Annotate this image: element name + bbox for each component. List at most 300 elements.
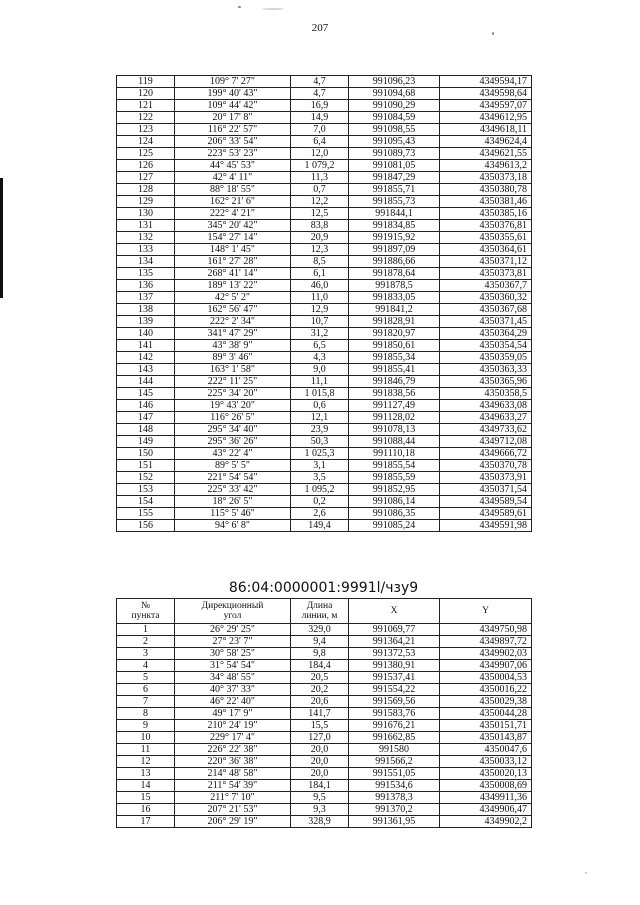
y-coordinate-cell: 4350373,91 (440, 472, 532, 484)
x-coordinate-cell: 991370,2 (349, 804, 440, 816)
point-number-cell: 11 (117, 744, 175, 756)
line-length-cell: 46,0 (291, 280, 349, 292)
header-point-number: № пункта (117, 599, 175, 624)
x-coordinate-cell: 991566,2 (349, 756, 440, 768)
line-length-cell: 4,3 (291, 352, 349, 364)
x-coordinate-cell: 991086,35 (349, 508, 440, 520)
table-row (117, 304, 532, 316)
table-row (117, 496, 532, 508)
line-length-cell: 149,4 (291, 520, 349, 532)
point-number-cell: 152 (117, 472, 175, 484)
x-coordinate-cell: 991378,3 (349, 792, 440, 804)
line-length-cell: 4,7 (291, 88, 349, 100)
table-row (117, 508, 532, 520)
point-number-cell: 136 (117, 280, 175, 292)
y-coordinate-cell: 4350360,32 (440, 292, 532, 304)
table-row (117, 412, 532, 424)
point-number-cell: 13 (117, 768, 175, 780)
line-length-cell: 4,7 (291, 76, 349, 88)
x-coordinate-cell: 991069,77 (349, 624, 440, 636)
direction-angle-cell: 225° 33' 42" (175, 484, 291, 496)
line-length-cell: 1 025,3 (291, 448, 349, 460)
x-coordinate-cell: 991855,54 (349, 460, 440, 472)
page-number: 207 (311, 22, 329, 34)
table-row (117, 744, 532, 756)
y-coordinate-cell: 4350033,12 (440, 756, 532, 768)
x-coordinate-cell: 991086,14 (349, 496, 440, 508)
table-row (117, 208, 532, 220)
point-number-cell: 130 (117, 208, 175, 220)
line-length-cell: 12,5 (291, 208, 349, 220)
x-coordinate-cell: 991088,44 (349, 436, 440, 448)
line-length-cell: 20,2 (291, 684, 349, 696)
line-length-cell: 9,5 (291, 792, 349, 804)
table-row (117, 76, 532, 88)
y-coordinate-cell: 4350371,45 (440, 316, 532, 328)
point-number-cell: 2 (117, 636, 175, 648)
y-coordinate-cell: 4349589,54 (440, 496, 532, 508)
table-row (117, 624, 532, 636)
line-length-cell: 12,3 (291, 244, 349, 256)
direction-angle-cell: 109° 7' 27" (175, 76, 291, 88)
x-coordinate-cell: 991886,66 (349, 256, 440, 268)
direction-angle-cell: 163° 1' 58" (175, 364, 291, 376)
line-length-cell: 20,0 (291, 744, 349, 756)
x-coordinate-cell: 991838,56 (349, 388, 440, 400)
scan-speck (262, 8, 284, 10)
x-coordinate-cell: 991580 (349, 744, 440, 756)
line-length-cell: 6,4 (291, 136, 349, 148)
direction-angle-cell: 225° 34' 20" (175, 388, 291, 400)
table-row (117, 780, 532, 792)
x-coordinate-cell: 991127,49 (349, 400, 440, 412)
y-coordinate-cell: 4349624,4 (440, 136, 532, 148)
point-number-cell: 10 (117, 732, 175, 744)
y-coordinate-cell: 4350376,81 (440, 220, 532, 232)
table-row (117, 112, 532, 124)
point-number-cell: 143 (117, 364, 175, 376)
point-number-cell: 15 (117, 792, 175, 804)
y-coordinate-cell: 4349633,27 (440, 412, 532, 424)
y-coordinate-cell: 4349591,98 (440, 520, 532, 532)
direction-angle-cell: 88° 18' 55" (175, 184, 291, 196)
y-coordinate-cell: 4350355,61 (440, 232, 532, 244)
y-coordinate-cell: 4349613,2 (440, 160, 532, 172)
table-row (117, 268, 532, 280)
point-number-cell: 3 (117, 648, 175, 660)
table-row (117, 280, 532, 292)
line-length-cell: 3,1 (291, 460, 349, 472)
direction-angle-cell: 162° 21' 6" (175, 196, 291, 208)
y-coordinate-cell: 4350004,53 (440, 672, 532, 684)
point-number-cell: 139 (117, 316, 175, 328)
table-row (117, 448, 532, 460)
y-coordinate-cell: 4350358,5 (440, 388, 532, 400)
table-row (117, 256, 532, 268)
y-coordinate-cell: 4350385,16 (440, 208, 532, 220)
table-row (117, 136, 532, 148)
point-number-cell: 124 (117, 136, 175, 148)
table-row (117, 648, 532, 660)
x-coordinate-cell: 991844,1 (349, 208, 440, 220)
direction-angle-cell: 46° 22' 40" (175, 696, 291, 708)
line-length-cell: 141,7 (291, 708, 349, 720)
direction-angle-cell: 345° 20' 42" (175, 220, 291, 232)
point-number-cell: 154 (117, 496, 175, 508)
x-coordinate-cell: 991915,92 (349, 232, 440, 244)
table-row (117, 148, 532, 160)
y-coordinate-cell: 4350364,29 (440, 328, 532, 340)
x-coordinate-cell: 991364,21 (349, 636, 440, 648)
direction-angle-cell: 18° 26' 5" (175, 496, 291, 508)
y-coordinate-cell: 4349897,72 (440, 636, 532, 648)
table-row (117, 696, 532, 708)
x-coordinate-cell: 991855,73 (349, 196, 440, 208)
x-coordinate-cell: 991551,05 (349, 768, 440, 780)
point-number-cell: 9 (117, 720, 175, 732)
line-length-cell: 328,9 (291, 816, 349, 828)
table-row (117, 400, 532, 412)
line-length-cell: 6,5 (291, 340, 349, 352)
line-length-cell: 184,4 (291, 660, 349, 672)
line-length-cell: 6,1 (291, 268, 349, 280)
point-number-cell: 137 (117, 292, 175, 304)
direction-angle-cell: 89° 3' 46" (175, 352, 291, 364)
scan-speck (238, 6, 241, 8)
table-row (117, 792, 532, 804)
x-coordinate-cell: 991841,2 (349, 304, 440, 316)
table-row (117, 756, 532, 768)
line-length-cell: 20,5 (291, 672, 349, 684)
y-coordinate-cell: 4349633,08 (440, 400, 532, 412)
table-header-row (117, 599, 532, 624)
direction-angle-cell: 222° 4' 21" (175, 208, 291, 220)
table-row (117, 184, 532, 196)
y-coordinate-cell: 4349666,72 (440, 448, 532, 460)
line-length-cell: 10,7 (291, 316, 349, 328)
y-coordinate-cell: 4350365,96 (440, 376, 532, 388)
y-coordinate-cell: 4350363,33 (440, 364, 532, 376)
line-length-cell: 127,0 (291, 732, 349, 744)
y-coordinate-cell: 4350143,87 (440, 732, 532, 744)
table-row (117, 172, 532, 184)
line-length-cell: 12,0 (291, 148, 349, 160)
table-row (117, 292, 532, 304)
line-length-cell: 83,8 (291, 220, 349, 232)
table-row (117, 232, 532, 244)
table-row (117, 520, 532, 532)
point-number-cell: 1 (117, 624, 175, 636)
direction-angle-cell: 31° 54' 54" (175, 660, 291, 672)
direction-angle-cell: 148° 1' 45" (175, 244, 291, 256)
table-row (117, 316, 532, 328)
y-coordinate-cell: 4350047,6 (440, 744, 532, 756)
x-coordinate-cell: 991850,61 (349, 340, 440, 352)
line-length-cell: 9,3 (291, 804, 349, 816)
direction-angle-cell: 223° 53' 23" (175, 148, 291, 160)
table-row (117, 684, 532, 696)
point-number-cell: 4 (117, 660, 175, 672)
direction-angle-cell: 214° 48' 58" (175, 768, 291, 780)
table-row (117, 124, 532, 136)
direction-angle-cell: 154° 27' 14" (175, 232, 291, 244)
point-number-cell: 14 (117, 780, 175, 792)
point-number-cell: 145 (117, 388, 175, 400)
y-coordinate-cell: 4350151,71 (440, 720, 532, 732)
x-coordinate-cell: 991834,85 (349, 220, 440, 232)
line-length-cell: 9,0 (291, 364, 349, 376)
table-row (117, 636, 532, 648)
x-coordinate-cell: 991098,55 (349, 124, 440, 136)
direction-angle-cell: 94° 6' 8" (175, 520, 291, 532)
table-row (117, 816, 532, 828)
direction-angle-cell: 34° 48' 55" (175, 672, 291, 684)
x-coordinate-cell: 991078,13 (349, 424, 440, 436)
scan-speck (585, 872, 587, 874)
x-coordinate-cell: 991094,68 (349, 88, 440, 100)
point-number-cell: 151 (117, 460, 175, 472)
direction-angle-cell: 220° 36' 38" (175, 756, 291, 768)
y-coordinate-cell: 4350371,54 (440, 484, 532, 496)
x-coordinate-cell: 991855,34 (349, 352, 440, 364)
point-number-cell: 128 (117, 184, 175, 196)
direction-angle-cell: 162° 56' 47" (175, 304, 291, 316)
direction-angle-cell: 199° 40' 43" (175, 88, 291, 100)
table-row (117, 88, 532, 100)
table-row (117, 340, 532, 352)
x-coordinate-cell: 991361,95 (349, 816, 440, 828)
point-number-cell: 141 (117, 340, 175, 352)
y-coordinate-cell: 4349902,2 (440, 816, 532, 828)
point-number-cell: 5 (117, 672, 175, 684)
line-length-cell: 20,0 (291, 756, 349, 768)
table-row (117, 220, 532, 232)
direction-angle-cell: 207° 21' 53" (175, 804, 291, 816)
x-coordinate-cell: 991084,59 (349, 112, 440, 124)
point-number-cell: 138 (117, 304, 175, 316)
line-length-cell: 50,3 (291, 436, 349, 448)
line-length-cell: 0,6 (291, 400, 349, 412)
direction-angle-cell: 89° 5' 5" (175, 460, 291, 472)
x-coordinate-cell: 991828,91 (349, 316, 440, 328)
x-coordinate-cell: 991081,05 (349, 160, 440, 172)
y-coordinate-cell: 4349598,64 (440, 88, 532, 100)
x-coordinate-cell: 991372,53 (349, 648, 440, 660)
section-title: 86:04:0000001:9991l/чзу9 (228, 580, 419, 596)
y-coordinate-cell: 4350380,78 (440, 184, 532, 196)
y-coordinate-cell: 4350373,81 (440, 268, 532, 280)
point-number-cell: 8 (117, 708, 175, 720)
y-coordinate-cell: 4349589,61 (440, 508, 532, 520)
x-coordinate-cell: 991128,02 (349, 412, 440, 424)
point-number-cell: 153 (117, 484, 175, 496)
table-row (117, 244, 532, 256)
line-length-cell: 20,9 (291, 232, 349, 244)
table-row (117, 804, 532, 816)
table-row (117, 672, 532, 684)
point-number-cell: 135 (117, 268, 175, 280)
y-coordinate-cell: 4350371,12 (440, 256, 532, 268)
line-length-cell: 14,9 (291, 112, 349, 124)
coordinates-table-1 (116, 75, 532, 532)
binding-mark (0, 178, 3, 298)
x-coordinate-cell: 991554,22 (349, 684, 440, 696)
header-y: Y (440, 599, 532, 624)
direction-angle-cell: 222° 11' 25" (175, 376, 291, 388)
y-coordinate-cell: 4349621,55 (440, 148, 532, 160)
line-length-cell: 11,0 (291, 292, 349, 304)
point-number-cell: 17 (117, 816, 175, 828)
point-number-cell: 144 (117, 376, 175, 388)
line-length-cell: 20,6 (291, 696, 349, 708)
table-row (117, 660, 532, 672)
point-number-cell: 129 (117, 196, 175, 208)
table-row (117, 768, 532, 780)
line-length-cell: 3,5 (291, 472, 349, 484)
table-row (117, 436, 532, 448)
line-length-cell: 12,2 (291, 196, 349, 208)
point-number-cell: 122 (117, 112, 175, 124)
x-coordinate-cell: 991855,41 (349, 364, 440, 376)
point-number-cell: 134 (117, 256, 175, 268)
direction-angle-cell: 109° 44' 42" (175, 100, 291, 112)
direction-angle-cell: 42° 4' 11" (175, 172, 291, 184)
x-coordinate-cell: 991852,95 (349, 484, 440, 496)
x-coordinate-cell: 991846,79 (349, 376, 440, 388)
point-number-cell: 133 (117, 244, 175, 256)
x-coordinate-cell: 991855,71 (349, 184, 440, 196)
line-length-cell: 184,1 (291, 780, 349, 792)
x-coordinate-cell: 991534,6 (349, 780, 440, 792)
direction-angle-cell: 19° 43' 20" (175, 400, 291, 412)
y-coordinate-cell: 4349594,17 (440, 76, 532, 88)
line-length-cell: 23,9 (291, 424, 349, 436)
direction-angle-cell: 206° 33' 54" (175, 136, 291, 148)
line-length-cell: 1 095,2 (291, 484, 349, 496)
point-number-cell: 147 (117, 412, 175, 424)
y-coordinate-cell: 4349902,03 (440, 648, 532, 660)
point-number-cell: 146 (117, 400, 175, 412)
line-length-cell: 1 015,8 (291, 388, 349, 400)
point-number-cell: 123 (117, 124, 175, 136)
point-number-cell: 150 (117, 448, 175, 460)
direction-angle-cell: 295° 36' 26" (175, 436, 291, 448)
x-coordinate-cell: 991110,18 (349, 448, 440, 460)
y-coordinate-cell: 4349733,62 (440, 424, 532, 436)
direction-angle-cell: 43° 22' 4" (175, 448, 291, 460)
table-row (117, 472, 532, 484)
point-number-cell: 7 (117, 696, 175, 708)
table-row (117, 160, 532, 172)
direction-angle-cell: 43° 38' 9" (175, 340, 291, 352)
line-length-cell: 2,6 (291, 508, 349, 520)
y-coordinate-cell: 4350008,69 (440, 780, 532, 792)
line-length-cell: 15,5 (291, 720, 349, 732)
y-coordinate-cell: 4350370,78 (440, 460, 532, 472)
point-number-cell: 155 (117, 508, 175, 520)
direction-angle-cell: 226° 22' 38" (175, 744, 291, 756)
table-row (117, 352, 532, 364)
point-number-cell: 148 (117, 424, 175, 436)
table-row (117, 388, 532, 400)
direction-angle-cell: 211° 54' 39" (175, 780, 291, 792)
direction-angle-cell: 295° 34' 40" (175, 424, 291, 436)
point-number-cell: 140 (117, 328, 175, 340)
point-number-cell: 12 (117, 756, 175, 768)
y-coordinate-cell: 4349906,47 (440, 804, 532, 816)
point-number-cell: 125 (117, 148, 175, 160)
table-row (117, 376, 532, 388)
y-coordinate-cell: 4350381,46 (440, 196, 532, 208)
x-coordinate-cell: 991855,59 (349, 472, 440, 484)
y-coordinate-cell: 4350367,7 (440, 280, 532, 292)
point-number-cell: 131 (117, 220, 175, 232)
x-coordinate-cell: 991537,41 (349, 672, 440, 684)
direction-angle-cell: 26° 29' 25" (175, 624, 291, 636)
x-coordinate-cell: 991380,91 (349, 660, 440, 672)
table-row (117, 460, 532, 472)
point-number-cell: 121 (117, 100, 175, 112)
x-coordinate-cell: 991833,05 (349, 292, 440, 304)
y-coordinate-cell: 4350029,38 (440, 696, 532, 708)
line-length-cell: 9,8 (291, 648, 349, 660)
x-coordinate-cell: 991847,29 (349, 172, 440, 184)
y-coordinate-cell: 4350367,68 (440, 304, 532, 316)
point-number-cell: 127 (117, 172, 175, 184)
table-row (117, 196, 532, 208)
x-coordinate-cell: 991095,43 (349, 136, 440, 148)
x-coordinate-cell: 991583,76 (349, 708, 440, 720)
direction-angle-cell: 116° 26' 5" (175, 412, 291, 424)
direction-angle-cell: 27° 23' 7" (175, 636, 291, 648)
direction-angle-cell: 30° 58' 25" (175, 648, 291, 660)
direction-angle-cell: 20° 17' 8" (175, 112, 291, 124)
y-coordinate-cell: 4349911,36 (440, 792, 532, 804)
y-coordinate-cell: 4350020,13 (440, 768, 532, 780)
point-number-cell: 16 (117, 804, 175, 816)
direction-angle-cell: 221° 54' 54" (175, 472, 291, 484)
direction-angle-cell: 268° 41' 14" (175, 268, 291, 280)
x-coordinate-cell: 991085,24 (349, 520, 440, 532)
x-coordinate-cell: 991662,85 (349, 732, 440, 744)
line-length-cell: 20,0 (291, 768, 349, 780)
y-coordinate-cell: 4350354,54 (440, 340, 532, 352)
direction-angle-cell: 229° 17' 4" (175, 732, 291, 744)
line-length-cell: 329,0 (291, 624, 349, 636)
direction-angle-cell: 44° 45' 53" (175, 160, 291, 172)
header-line-length: Длина линии, м (291, 599, 349, 624)
header-direction-angle: Дирекционный угол (175, 599, 291, 624)
direction-angle-cell: 42° 5' 2" (175, 292, 291, 304)
direction-angle-cell: 161° 27' 28" (175, 256, 291, 268)
point-number-cell: 120 (117, 88, 175, 100)
point-number-cell: 149 (117, 436, 175, 448)
y-coordinate-cell: 4349597,07 (440, 100, 532, 112)
line-length-cell: 9,4 (291, 636, 349, 648)
coordinates-table-2 (116, 598, 532, 828)
point-number-cell: 156 (117, 520, 175, 532)
y-coordinate-cell: 4349618,11 (440, 124, 532, 136)
line-length-cell: 16,9 (291, 100, 349, 112)
scan-speck (492, 32, 494, 35)
y-coordinate-cell: 4349750,98 (440, 624, 532, 636)
x-coordinate-cell: 991878,5 (349, 280, 440, 292)
direction-angle-cell: 222° 2' 34" (175, 316, 291, 328)
y-coordinate-cell: 4350373,18 (440, 172, 532, 184)
table-row (117, 328, 532, 340)
line-length-cell: 0,7 (291, 184, 349, 196)
x-coordinate-cell: 991820,97 (349, 328, 440, 340)
